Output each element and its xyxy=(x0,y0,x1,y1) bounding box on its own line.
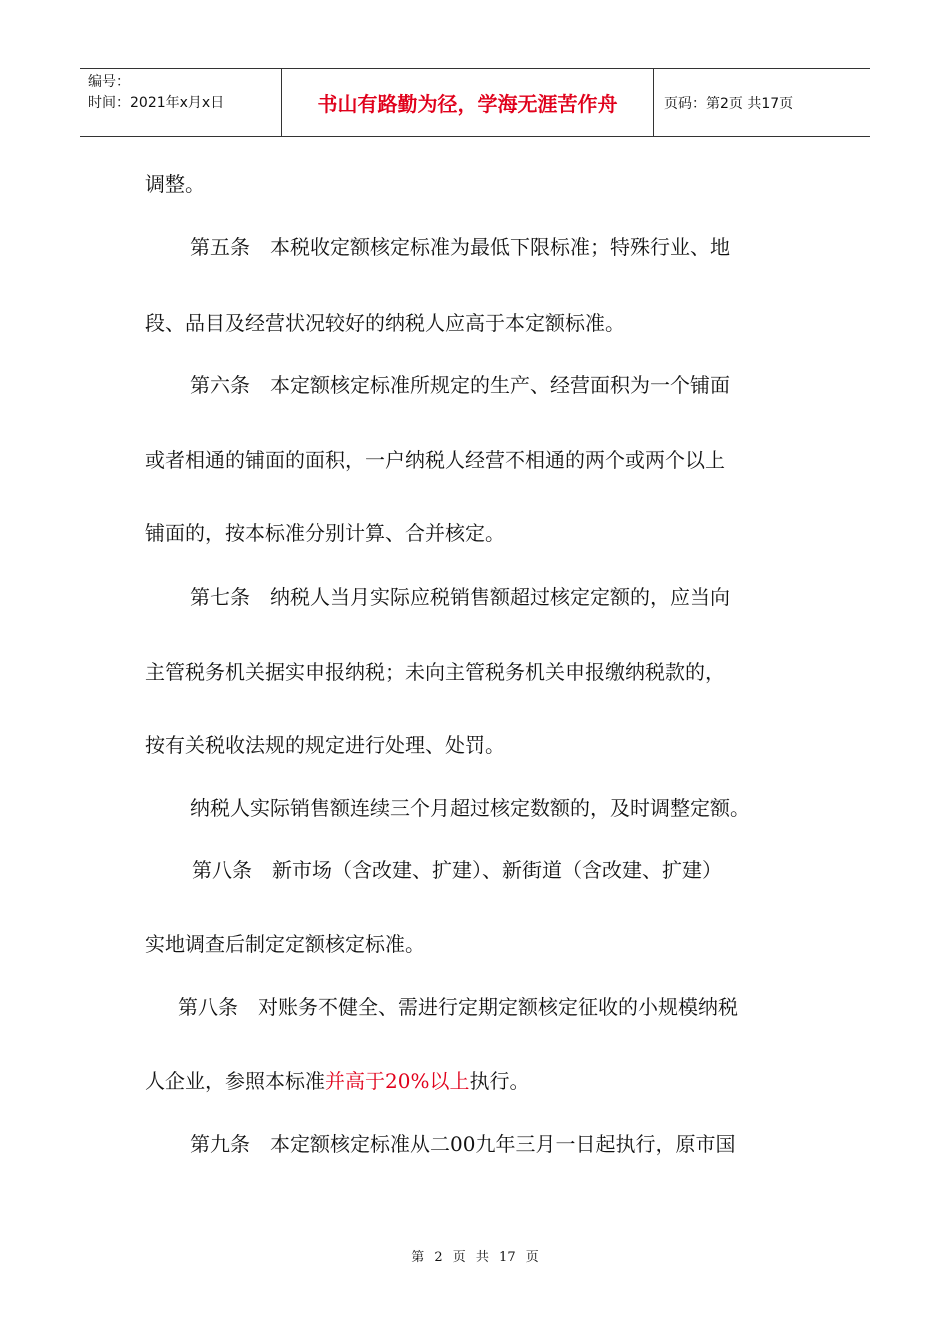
text-segment: 人企业，参照本标准 xyxy=(145,1069,325,1093)
text-line: 段、品目及经营状况较好的纳税人应高于本定额标准。 xyxy=(145,311,625,335)
document-number: 编号： xyxy=(88,74,130,90)
header-motto: 书山有路勤为径，学海无涯苦作舟 xyxy=(282,69,654,136)
text-line: 第七条 纳税人当月实际应税销售额超过核定定额的，应当向 xyxy=(190,585,730,609)
page-header xyxy=(80,68,870,137)
text-line: 调整。 xyxy=(145,172,205,196)
document-time: 时间：2021年x月x日 xyxy=(88,95,225,111)
text-line: 第六条 本定额核定标准所规定的生产、经营面积为一个铺面 xyxy=(190,373,730,397)
text-line: 按有关税收法规的规定进行处理、处罚。 xyxy=(145,733,505,757)
header-meta xyxy=(80,69,282,136)
header-page-number: 页码：第2页 共17页 xyxy=(664,95,794,112)
text-segment: 执行。 xyxy=(469,1069,530,1093)
page-footer: 第 2 页 共 17 页 xyxy=(411,1250,539,1265)
text-line: 铺面的，按本标准分别计算、合并核定。 xyxy=(145,521,505,545)
text-line: 或者相通的铺面的面积，一户纳税人经营不相通的两个或两个以上 xyxy=(145,448,725,472)
text-line: 第五条 本税收定额核定标准为最低下限标准；特殊行业、地 xyxy=(190,235,730,259)
text-line: 纳税人实际销售额连续三个月超过核定数额的，及时调整定额。 xyxy=(190,796,750,820)
text-line xyxy=(145,1067,529,1095)
text-line: 实地调查后制定定额核定标准。 xyxy=(145,932,425,956)
text-line: 第八条 对账务不健全、需进行定期定额核定征收的小规模纳税 xyxy=(178,995,738,1019)
text-line: 第九条 本定额核定标准从二00九年三月一日起执行，原市国 xyxy=(190,1132,736,1156)
text-line: 主管税务机关据实申报纳税；未向主管税务机关申报缴纳税款的， xyxy=(145,660,725,684)
highlighted-text: 并高于20%以上 xyxy=(325,1069,470,1093)
text-line: 第八条 新市场（含改建、扩建）、新街道（含改建、扩建） xyxy=(192,858,722,882)
